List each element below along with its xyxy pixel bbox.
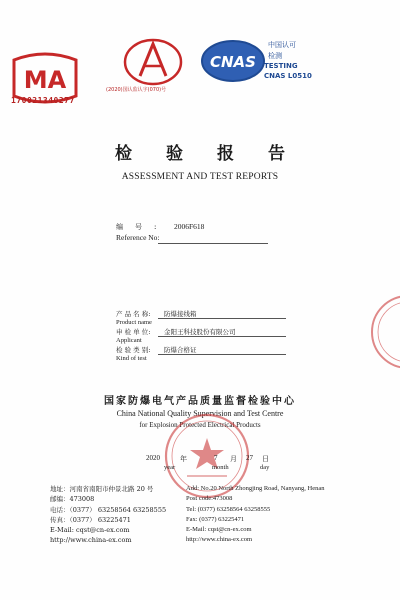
product-name-value: 防爆接线箱 [164, 310, 197, 318]
report-title-en: ASSESSMENT AND TEST REPORTS [121, 172, 279, 182]
date-month-cn: 月 [230, 455, 237, 463]
cnas-testing: TESTING [264, 62, 298, 70]
contact-email-cn: E-Mail: cqst@cn-ex.com [50, 526, 130, 535]
date-month-en: month [212, 464, 229, 471]
product-name-underline [158, 318, 286, 319]
contact-postcode-cn: 邮编：473008 [50, 495, 95, 504]
date-year-value: 2020 [146, 454, 160, 462]
cnas-cn-line1: 中国认可 [268, 41, 296, 49]
partial-seal-stamp [368, 292, 400, 372]
ma-letters: MA [23, 66, 67, 94]
applicant-underline [158, 336, 286, 337]
reference-underline [158, 243, 268, 244]
contact-phone-cn: 电话：（0377） 63258564 63258555 [50, 505, 167, 514]
contact-block-cn [50, 484, 166, 546]
date-day-cn: 日 [262, 455, 269, 463]
product-name-label: 产 品 名 称: [116, 310, 151, 318]
cnas-letters: CNAS [210, 53, 256, 71]
kind-of-test-underline [158, 354, 286, 355]
kind-of-test-label-en: Kind of test [116, 355, 147, 362]
contact-address-en: Add: No.20 North Zhongjing Road, Nanyang, Henan [186, 485, 325, 492]
cal-logo [118, 36, 188, 92]
date-year-cn: 年 [180, 455, 187, 463]
institution-name-en-line2: for Explosion Protected Electrical Products [139, 421, 261, 429]
institution-name-en-line1: China National Quality Supervision and Test Centre [116, 409, 284, 418]
contact-address-cn: 地址：河南省南阳市仲景北路 20 号 [50, 485, 154, 493]
reference-label-en: Reference No: [116, 233, 160, 242]
contact-fax-cn: 传真：（0377） 63225471 [50, 515, 131, 524]
kind-of-test-label: 检 验 类 别: [116, 346, 151, 354]
contact-block-en [186, 484, 324, 546]
product-name-label-en: Product name [116, 319, 152, 326]
contact-web-en: http://www.china-ex.com [186, 536, 253, 544]
contact-fax-en: Fax: (0377) 63225471 [186, 515, 245, 523]
cnas-number: CNAS L0510 [264, 72, 312, 80]
reference-value: 2006F618 [174, 222, 205, 231]
contact-phone-en: Tel: (0377) 63258564 63258555 [186, 505, 271, 513]
cnas-cn-line2: 检测 [268, 52, 282, 60]
date-year-en: year [164, 464, 176, 471]
applicant-value: 金阳王科技股份有限公司 [164, 328, 236, 336]
ma-number: 170021340277 [11, 96, 75, 105]
reference-label-cn: 编号: [116, 223, 169, 231]
date-day-en: day [260, 464, 270, 471]
institution-name-cn: 国家防爆电气产品质量监督检验中心 [104, 396, 296, 407]
cnas-logo [200, 38, 266, 84]
kind-of-test-value: 防爆合格证 [164, 346, 197, 354]
applicant-label-en: Applicant [116, 337, 142, 344]
contact-email-en: E-Mail: cqst@cn-ex.com [186, 526, 252, 534]
cal-caption: (2020)国认监认字(070)号 [106, 87, 167, 93]
date-day-value: 27 [246, 454, 253, 462]
applicant-label: 申 检 单 位: [116, 328, 151, 336]
contact-postcode-en: Post code:473008 [186, 495, 233, 503]
contact-web-cn: http://www.china-ex.com [50, 536, 132, 545]
date-month-value: 7 [214, 454, 218, 462]
report-title-cn: 检验报告 [115, 144, 319, 164]
